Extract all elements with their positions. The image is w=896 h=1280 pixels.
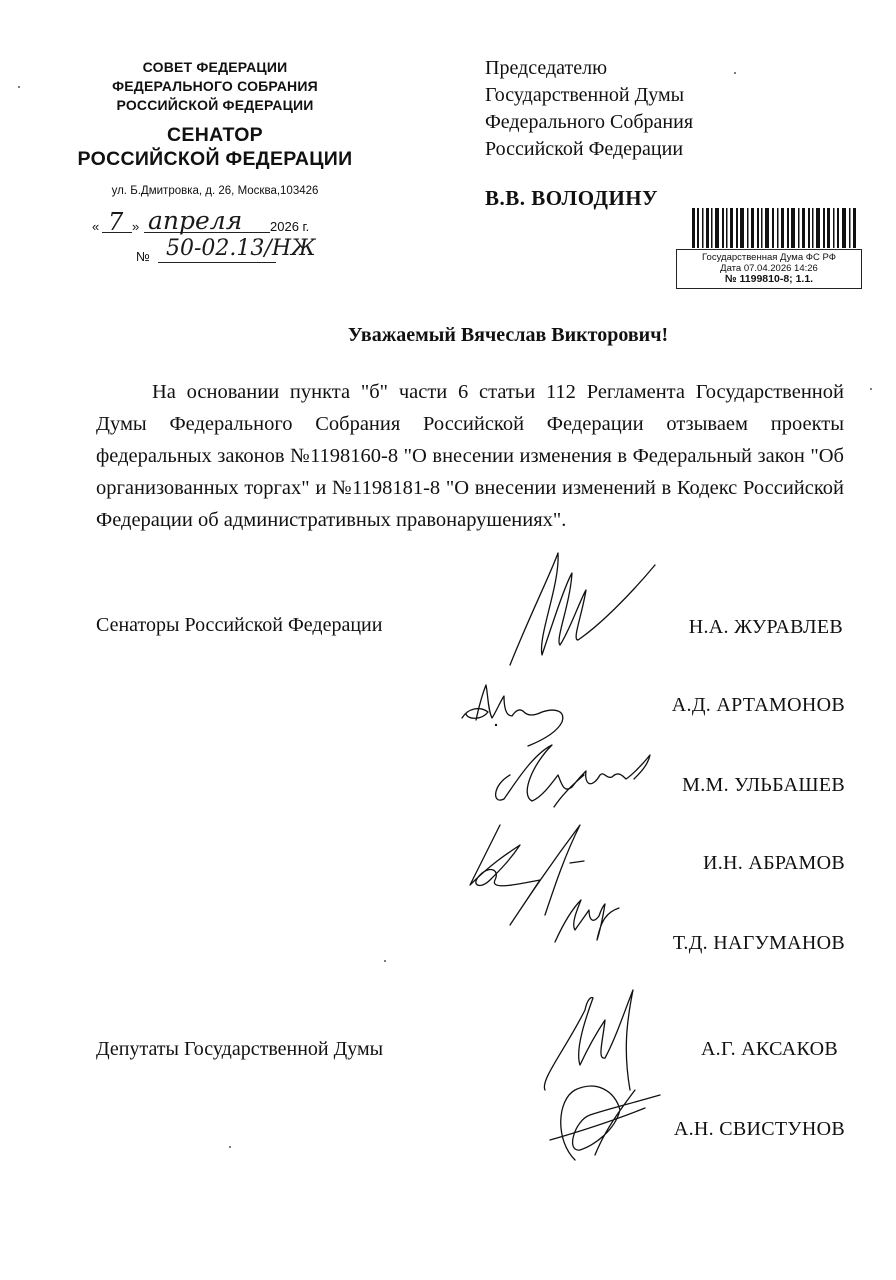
stamp-number: № 1199810-8; 1.1. (724, 273, 814, 285)
addressee-line: Государственной Думы (485, 84, 685, 106)
org-line: РОССИЙСКОЙ ФЕДЕРАЦИИ (116, 97, 314, 113)
quote-close: » (132, 219, 140, 234)
signatory-name: М.М. УЛЬБАШЕВ (682, 774, 845, 796)
outgoing-number (136, 236, 336, 268)
signature-zhuravlev (500, 545, 670, 665)
senator-title-line: РОССИЙСКОЙ ФЕДЕРАЦИИ (77, 148, 353, 170)
scan-speck (229, 1146, 231, 1148)
greeting: Уважаемый Вячеслав Викторович! (347, 324, 669, 346)
addressee-line: Российской Федерации (485, 138, 684, 160)
signature-nagumanov (545, 890, 625, 950)
senators-label: Сенаторы Российской Федерации (96, 614, 383, 636)
scan-speck (18, 86, 20, 88)
quote-open: « (92, 219, 100, 234)
addressee-line: Председателю (485, 57, 608, 79)
stamp-org: Государственная Дума ФС РФ (702, 252, 836, 263)
signatory-name: Н.А. ЖУРАВЛЕВ (688, 616, 843, 638)
addressee (485, 55, 693, 163)
registration-stamp (676, 249, 862, 289)
org-line: ФЕДЕРАЛЬНОГО СОБРАНИЯ (112, 78, 318, 94)
stamp-date: Дата 07.04.2026 14:26 (720, 263, 818, 274)
date-day: 7 (108, 208, 124, 236)
signatory-name: А.Н. СВИСТУНОВ (673, 1118, 845, 1140)
addressee-name: В.В. ВОЛОДИНУ (485, 186, 659, 210)
scan-speck (384, 960, 386, 962)
number-label: № (136, 249, 150, 264)
signatory-name: И.Н. АБРАМОВ (703, 852, 845, 874)
org-line: СОВЕТ ФЕДЕРАЦИИ (142, 59, 288, 75)
scan-speck (870, 388, 872, 390)
signatory-name: А.Г. АКСАКОВ (700, 1038, 838, 1060)
senator-title (40, 123, 390, 171)
number-value: 50-02.13/НЖ (166, 236, 316, 261)
deputies-label: Депутаты Государственной Думы (96, 1038, 384, 1060)
letter-body: На основании пункта "б" части 6 статьи 112 Регламента Государственной Думы Федерального Собрания Российской Федерации отзываем проекты федеральных законов №1198160-8 "О внесении изменения в Федеральный закон "Об организованных торгах" и №1198181-8 "О внесении изменений в Кодекс Российской Федерации об административных правонарушениях". (96, 381, 844, 531)
signature-ulbashev (492, 735, 672, 815)
signature-aksakov-svistunov (535, 980, 675, 1160)
letterhead-address: ул. Б.Дмитровка, д. 26, Москва,103426 (111, 185, 319, 197)
outgoing-date (92, 206, 382, 238)
signatory-name: А.Д. АРТАМОНОВ (671, 694, 845, 716)
date-year: 2026 г. (270, 219, 310, 234)
letterhead (40, 58, 390, 197)
senator-title-line: СЕНАТОР (167, 124, 263, 146)
signatory-name: Т.Д. НАГУМАНОВ (672, 932, 845, 954)
barcode (692, 208, 858, 248)
scan-speck (734, 72, 736, 74)
addressee-line: Федерального Собрания (485, 111, 694, 133)
date-month: апреля (148, 206, 243, 235)
